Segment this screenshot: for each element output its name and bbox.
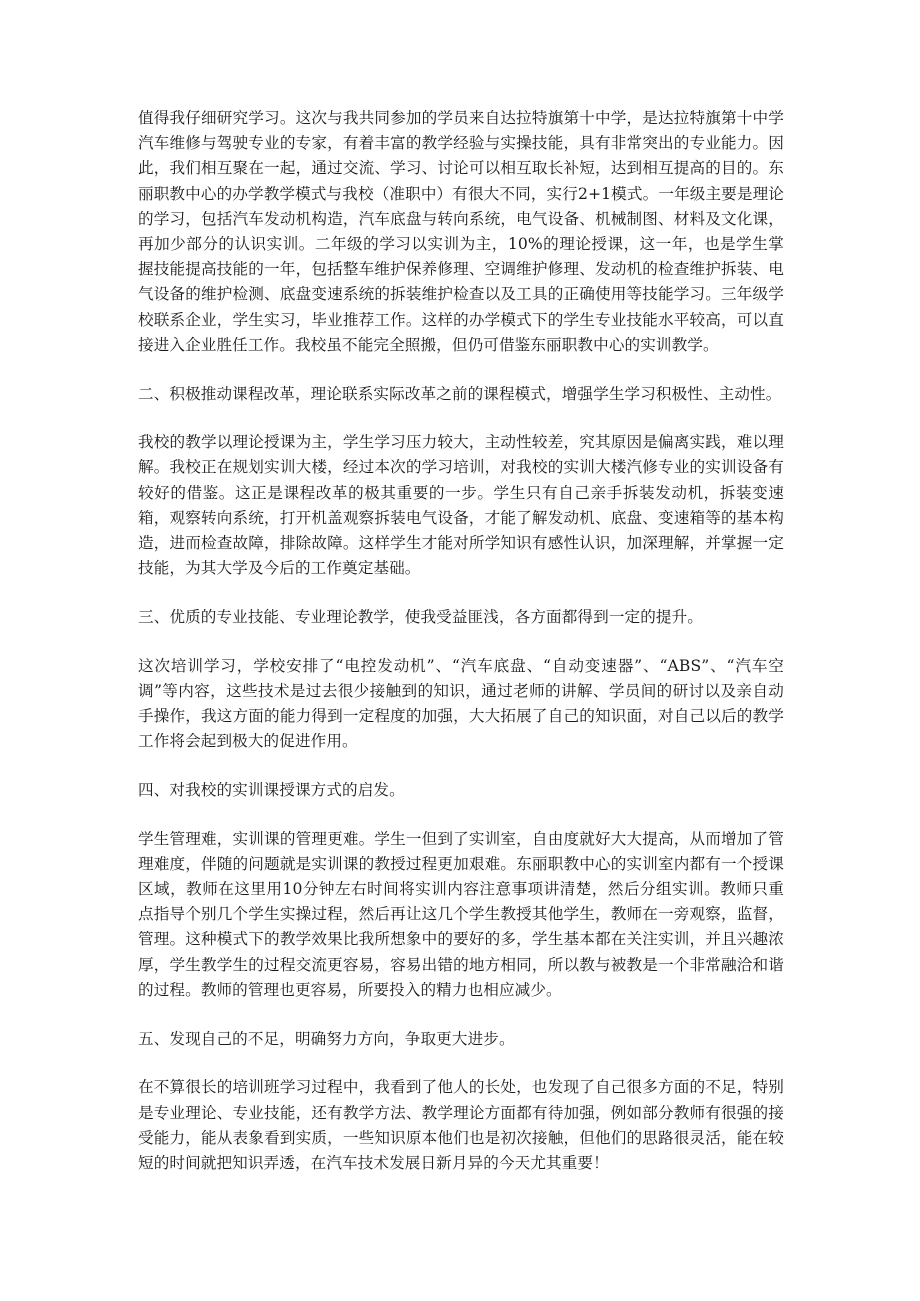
document-body — [138, 106, 784, 1200]
paragraph-section-5: 在不算很长的培训班学习过程中，我看到了他人的长处，也发现了自己很多方面的不足，特别是专业理论、专业技能，还有教学方法、教学理论方面都有待加强，例如部分教师有很强的接受能力，能从表象看到实质，一些知识原本他们也是初次接触，但他们的思路很灵活，能在较短的时间就把知识弄透，在汽车技术发展日新月异的今天尤其重要！ — [138, 1078, 784, 1172]
section-heading-3: 三、优质的专业技能、专业理论教学，使我受益匪浅，各方面都得到一定的提升。 — [138, 607, 703, 626]
paragraph-section-3: 这次培训学习，学校安排了“电控发动机”、“汽车底盘、“自动变速器”、“ABS”、“汽车空调”等内容，这些技术是过去很少接触到的知识，通过老师的讲解、学员间的研讨以及亲自动手操作，我这方面的能力得到一定程度的加强，大大拓展了自己的知识面，对自己以后的教学工作将会起到极大的促进作用。 — [138, 656, 784, 751]
paragraph-section-4: 学生管理难，实训课的管理更难。学生一但到了实训室，自由度就好大大提高，从而增加了管理难度，伴随的问题就是实训课的教授过程更加艰难。东丽职教中心的实训室内都有一个授课区域，教师在这里用10分钟左右时间将实训内容注意事项讲清楚，然后分组实训。教师只重点指导个别几个学生实操过程，然后再让这几个学生教授其他学生，教师在一旁观察，监督，管理。这种模式下的教学效果比我所想象中的要好的多，学生基本都在关注实训，并且兴趣浓厚，学生教学生的过程交流更容易，容易出错的地方相同，所以教与被教是一个非常融洽和谐的过程。教师的管理也更容易，所要投入的精力也相应减少。 — [138, 829, 784, 999]
section-heading-2: 二、积极推动课程改革，理论联系实际改革之前的课程模式，增强学生学习积极性、主动性。 — [138, 384, 782, 403]
paragraph-intro-continued: 值得我仔细研究学习。这次与我共同参加的学员来自达拉特旗第十中学，是达拉特旗第十中学汽车维修与驾驶专业的专家，有着丰富的教学经验与实操技能，具有非常突出的专业能力。因此，我们相互聚在一起，通过交流、学习、讨论可以相互取长补短，达到相互提高的目的。东丽职教中心的办学教学模式与我校（准职中）有很大不同，实行2+1模式。一年级主要是理论的学习，包括汽车发动机构造，汽车底盘与转向系统，电气设备、机械制图、材料及文化课，再加少部分的认识实训。二年级的学习以实训为主，10%的理论授课，这一年，也是学生掌握技能提高技能的一年，包括整车维护保养修理、空调维护修理、发动机的检查维护拆装、电气设备的维护检测、底盘变速系统的拆装维护检查以及工具的正确使用等技能学习。三年级学校联系企业，学生实习，毕业推荐工作。这样的办学模式下的学生专业技能水平较高，可以直接进入企业胜任工作。我校虽不能完全照搬，但仍可借鉴东丽职教中心的实训教学。 — [138, 109, 784, 354]
paragraph-section-2: 我校的教学以理论授课为主，学生学习压力较大，主动性较差，究其原因是偏离实践，难以理解。我校正在规划实训大楼，经过本次的学习培训，对我校的实训大楼汽修专业的实训设备有较好的借鉴。这正是课程改革的极其重要的一步。学生只有自己亲手拆装发动机，拆装变速箱，观察转向系统，打开机盖观察拆装电气设备，才能了解发动机、底盘、变速箱等的基本构造，进而检查故障，排除故障。这样学生才能对所学知识有感性认识，加深理解，并掌握一定技能，为其大学及今后的工作奠定基础。 — [138, 433, 784, 578]
section-heading-5: 五、发现自己的不足，明确努力方向，争取更大进步。 — [138, 1029, 515, 1048]
section-heading-4: 四、对我校的实训课授课方式的启发。 — [138, 780, 405, 799]
